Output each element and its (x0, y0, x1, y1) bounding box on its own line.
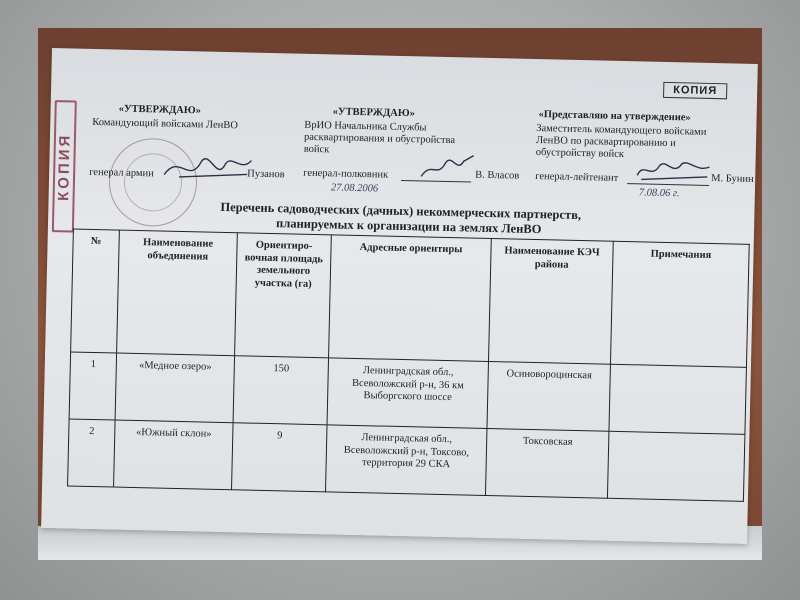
table-row (68, 419, 745, 501)
document-sheet (41, 48, 758, 544)
approval-3-name: М. Бунин (711, 172, 754, 185)
cell-area: 150 (233, 356, 328, 425)
approval-2-rank: генерал-полковник (303, 167, 389, 181)
table-header-row (71, 229, 750, 367)
cell-kech: Токсовская (485, 428, 608, 498)
header-num: № (71, 229, 120, 353)
signature-3-icon (633, 155, 714, 187)
approval-3-position-line2: ЛенВО по расквартированию и (535, 135, 676, 150)
cell-num: 2 (68, 419, 116, 487)
signature-2-icon (417, 150, 478, 183)
header-kech: Наименование КЭЧ района (489, 239, 614, 365)
header-area: Ориентиро-вочная площадь земельного участка (га) (235, 233, 332, 358)
header-address: Адресные ориентиры (329, 235, 492, 362)
signature-1-icon (159, 146, 255, 188)
approval-2-name: В. Власов (475, 169, 520, 182)
approval-1-position: Командующий войсками ЛенВО (92, 116, 239, 132)
cell-address: Ленинградская обл., Всеволожский р-н, Токсово, территория 29 СКА (326, 425, 487, 496)
approval-2-date: 27.08.2006 (330, 182, 379, 195)
kopiya-top-stamp: КОПИЯ (663, 82, 727, 99)
cell-notes (607, 431, 744, 501)
approval-3-position-line1: Заместитель командующего войсками (536, 123, 707, 138)
cell-name: «Южный склон» (114, 420, 233, 490)
document-title-line2: планируемых к организации на землях ЛенВО (275, 216, 542, 237)
header-notes: Примечания (610, 241, 749, 367)
approval-2-position-line3: войск (303, 143, 330, 156)
cell-address: Ленинградская обл., Всеволожский р-н, 36 км Выборгского шоссе (327, 358, 488, 429)
approval-1-name: Пузанов (247, 168, 285, 181)
document-title-line1: Перечень садоводческих (дачных) некоммерческих партнерств, (220, 199, 582, 223)
kopia-side-stamp (52, 100, 77, 232)
approval-2-position-line1: ВрИО Начальника Службы (304, 119, 427, 134)
cell-num: 1 (69, 352, 117, 420)
approval-2-heading: «УТВЕРЖДАЮ» (332, 106, 416, 120)
header-name: Наименование объединения (117, 230, 238, 356)
cell-notes (609, 364, 746, 434)
approval-1-rank: генерал армии (89, 166, 154, 180)
cell-name: «Медное озеро» (115, 353, 234, 423)
approval-3-rank: генерал-лейтенант (535, 170, 619, 184)
approval-2-position-line2: расквартирования и обустройства (303, 131, 456, 147)
approval-3-date: 7.08.06 г. (638, 187, 680, 200)
kopia-side-stamp-text: КОПИЯ (55, 132, 74, 201)
approval-3-position-line3: обустройству войск (535, 147, 625, 161)
cell-kech: Осиновороцинская (487, 361, 610, 431)
approval-1-heading: «УТВЕРЖДАЮ» (118, 103, 202, 117)
approval-3-heading: «Представляю на утверждение» (538, 109, 691, 124)
cell-area: 9 (232, 423, 327, 492)
partnerships-table (67, 229, 750, 502)
